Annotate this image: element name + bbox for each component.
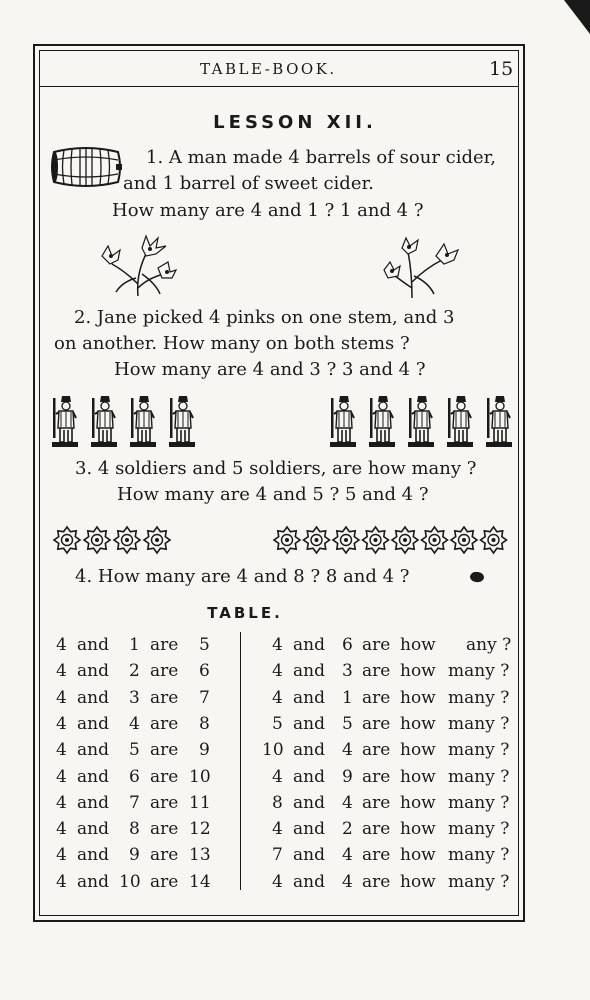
table-cell-addend: 4 [56, 713, 67, 734]
table-cell-addend: 2 [342, 819, 353, 840]
lesson-title: LESSON XII. [213, 112, 377, 133]
soldier-icon [52, 396, 78, 447]
table-cell-sum: 7 [199, 687, 210, 708]
table-cell-addend: 4 [342, 740, 353, 761]
table-cell-are: are [150, 687, 179, 708]
problem-3-question: How many are 4 and 5 ? 5 and 4 ? [117, 484, 429, 505]
table-cell-how: how [400, 740, 436, 761]
table-cell-are: are [362, 766, 391, 787]
table-cell-and: and [293, 792, 325, 813]
table-cell-are: are [150, 635, 179, 655]
star-ornament-icon [481, 527, 507, 553]
table-cell-and: and [77, 819, 109, 840]
soldier-row-right [330, 394, 520, 450]
table-cell-are: are [150, 819, 179, 840]
star-ornament-icon [422, 527, 448, 553]
table-cell-and: and [77, 687, 109, 708]
table-cell-sum: 8 [199, 713, 210, 734]
table-cell-many: many ? [448, 661, 510, 682]
table-cell-addend: 5 [272, 713, 283, 734]
table-cell-addend: 4 [342, 871, 353, 892]
table-cell-sum: 14 [189, 871, 211, 892]
table-cell-many: many ? [448, 792, 510, 813]
table-cell-and: and [77, 635, 109, 655]
table-cell-how: how [400, 792, 436, 813]
table-cell-addend: 8 [272, 792, 283, 813]
table-cell-how: how [400, 845, 436, 866]
table-cell-addend: 2 [129, 661, 140, 682]
table-cell-addend: 3 [342, 661, 353, 682]
table-cell-are: are [362, 792, 391, 813]
star-ornament-icon [392, 527, 418, 553]
table-cell-are: are [362, 740, 391, 761]
soldier-row-left [52, 394, 202, 450]
table-cell-addend: 10 [262, 740, 284, 761]
table-cell-addend: 8 [129, 819, 140, 840]
soldier-icon [369, 396, 395, 447]
table-cell-addend: 1 [129, 635, 140, 655]
problem-2-question: How many are 4 and 3 ? 3 and 4 ? [114, 359, 426, 380]
star-ornament-icon [54, 527, 80, 553]
table-cell-are: are [150, 713, 179, 734]
pinks-flower-icon [98, 234, 178, 298]
star-ornament-icon [274, 527, 300, 553]
table-cell-addend: 4 [342, 792, 353, 813]
star-ornament-icon [84, 527, 110, 553]
star-ornament-icon [304, 527, 330, 553]
table-cell-addend: 3 [129, 687, 140, 708]
table-cell-and: and [77, 845, 109, 866]
table-cell-addend: 4 [272, 871, 283, 892]
table-cell-are: are [362, 819, 391, 840]
table-cell-addend: 1 [342, 687, 353, 708]
table-cell-addend: 10 [119, 871, 141, 892]
star-ornament-icon [333, 527, 359, 553]
table-title: TABLE. [207, 604, 283, 622]
problem-1-line-2: and 1 barrel of sweet cider. [123, 173, 374, 194]
table-cell-and: and [293, 740, 325, 761]
table-cell-addend: 5 [342, 713, 353, 734]
table-cell-addend: 4 [272, 766, 283, 787]
problem-4-line-1: 4. How many are 4 and 8 ? 8 and 4 ? [75, 566, 410, 587]
table-cell-addend: 4 [56, 845, 67, 866]
table-cell-are: are [362, 845, 391, 866]
table-cell-and: and [293, 687, 325, 708]
table-cell-how: how [400, 871, 436, 892]
table-cell-many: many ? [448, 819, 510, 840]
table-cell-are: are [362, 687, 391, 708]
table-cell-how: how [400, 713, 436, 734]
page-number: 15 [489, 58, 514, 80]
table-cell-many: any ? [466, 635, 512, 655]
table-cell-addend: 9 [342, 766, 353, 787]
table-cell-sum: 5 [199, 635, 210, 655]
header-rule [39, 86, 519, 87]
table-cell-addend: 6 [129, 766, 140, 787]
table-cell-are: are [150, 766, 179, 787]
star-ornament-row-right [273, 526, 513, 554]
pinks-flower-icon [382, 236, 462, 300]
table-cell-how: how [400, 687, 436, 708]
table-cell-and: and [293, 661, 325, 682]
soldier-icon [447, 396, 473, 447]
soldier-icon [330, 396, 356, 447]
star-ornament-row-left [53, 526, 173, 554]
table-cell-and: and [77, 792, 109, 813]
table-cell-are: are [362, 635, 391, 655]
table-cell-and: and [293, 845, 325, 866]
star-ornament-icon [144, 527, 170, 553]
table-cell-many: many ? [448, 740, 510, 761]
table-cell-addend: 4 [272, 687, 283, 708]
table-cell-many: many ? [448, 845, 510, 866]
table-cell-addend: 4 [56, 792, 67, 813]
star-ornament-icon [363, 527, 389, 553]
table-cell-and: and [77, 740, 109, 761]
table-cell-sum: 6 [199, 661, 210, 682]
table-cell-and: and [293, 713, 325, 734]
table-cell-addend: 5 [129, 740, 140, 761]
page-corner-shadow [564, 0, 590, 34]
table-cell-and: and [77, 766, 109, 787]
table-cell-how: how [400, 661, 436, 682]
table-cell-how: how [400, 766, 436, 787]
table-cell-are: are [150, 845, 179, 866]
table-cell-and: and [293, 871, 325, 892]
running-head: TABLE-BOOK. [200, 60, 337, 78]
table-cell-many: many ? [448, 687, 510, 708]
soldier-icon [486, 396, 512, 447]
table-cell-sum: 12 [189, 819, 211, 840]
table-cell-addend: 7 [129, 792, 140, 813]
table-cell-many: many ? [448, 713, 510, 734]
table-cell-are: are [150, 661, 179, 682]
table-cell-and: and [293, 766, 325, 787]
table-cell-sum: 10 [189, 766, 211, 787]
table-cell-addend: 4 [342, 845, 353, 866]
table-cell-sum: 13 [189, 845, 211, 866]
problem-2-line-2: on another. How many on both stems ? [54, 333, 410, 354]
table-cell-addend: 4 [272, 635, 283, 655]
table-cell-are: are [150, 792, 179, 813]
barrel-icon [50, 146, 122, 188]
table-cell-sum: 9 [199, 740, 210, 761]
table-cell-addend: 7 [272, 845, 283, 866]
table-cell-many: many ? [448, 766, 510, 787]
table-cell-addend: 4 [56, 871, 67, 892]
problem-1-question: How many are 4 and 1 ? 1 and 4 ? [112, 200, 424, 221]
table-cell-addend: 4 [56, 740, 67, 761]
soldier-icon [408, 396, 434, 447]
table-cell-many: many ? [448, 871, 510, 892]
star-ornament-icon [451, 527, 477, 553]
problem-2-line-1: 2. Jane picked 4 pinks on one stem, and 3 [74, 307, 455, 328]
table-cell-and: and [293, 635, 325, 655]
table-cell-how: how [400, 635, 436, 655]
table-cell-and: and [77, 871, 109, 892]
table-cell-how: how [400, 819, 436, 840]
table-cell-addend: 4 [56, 687, 67, 708]
soldier-icon [91, 396, 117, 447]
table-cell-and: and [77, 713, 109, 734]
table-cell-addend: 6 [342, 635, 353, 655]
table-cell-are: are [362, 871, 391, 892]
table-cell-addend: 4 [56, 661, 67, 682]
table-cell-addend: 4 [272, 661, 283, 682]
soldier-icon [169, 396, 195, 447]
table-cell-are: are [150, 740, 179, 761]
table-cell-are: are [362, 713, 391, 734]
ink-blot [468, 570, 486, 584]
table-cell-addend: 4 [56, 819, 67, 840]
table-cell-are: are [362, 661, 391, 682]
problem-3-line-1: 3. 4 soldiers and 5 soldiers, are how many ? [75, 458, 477, 479]
table-cell-and: and [77, 661, 109, 682]
star-ornament-icon [114, 527, 140, 553]
table-cell-addend: 4 [56, 766, 67, 787]
problem-1-line-1: 1. A man made 4 barrels of sour cider, [146, 147, 497, 168]
table-cell-sum: 11 [189, 792, 211, 813]
table-cell-addend: 4 [272, 819, 283, 840]
soldier-icon [130, 396, 156, 447]
table-cell-addend: 4 [129, 713, 140, 734]
table-cell-addend: 4 [56, 635, 67, 655]
table-divider [240, 632, 241, 890]
table-cell-addend: 9 [129, 845, 140, 866]
table-cell-are: are [150, 871, 179, 892]
table-cell-and: and [293, 819, 325, 840]
